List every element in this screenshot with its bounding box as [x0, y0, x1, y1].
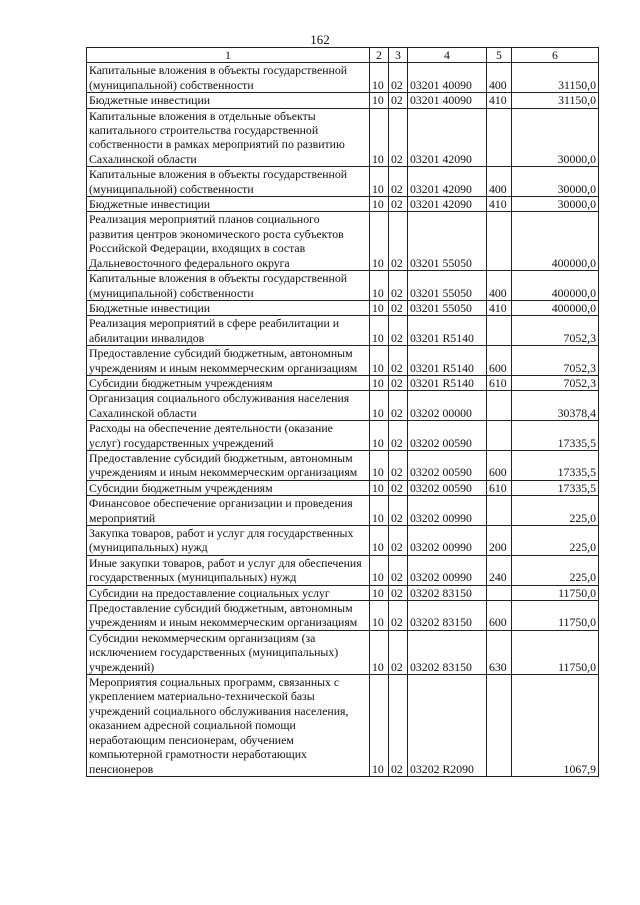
row-amount: 225,0: [512, 555, 599, 585]
table-row: [87, 555, 599, 585]
row-amount: 400000,0: [512, 212, 599, 271]
row-expense-type: 200: [487, 526, 512, 556]
row-expense-type: [487, 212, 512, 271]
row-section: 10: [370, 675, 389, 777]
row-target-code: 03201 R5140: [408, 375, 487, 390]
row-section: 10: [370, 346, 389, 376]
row-name: Расходы на обеспечение деятельности (оказание услуг) государственных учреждений: [87, 421, 370, 451]
row-subsection: 02: [389, 300, 408, 315]
row-amount: 11750,0: [512, 630, 599, 674]
header-col-5: 5: [487, 48, 512, 63]
row-expense-type: 600: [487, 601, 512, 631]
row-section: 10: [370, 316, 389, 346]
row-name: Капитальные вложения в объекты государственной (муниципальной) собственности: [87, 63, 370, 93]
row-name: Предоставление субсидий бюджетным, автономным учреждениям и иным некоммерческим организациям: [87, 450, 370, 480]
row-target-code: 03201 R5140: [408, 346, 487, 376]
row-expense-type: [487, 421, 512, 451]
row-amount: 225,0: [512, 526, 599, 556]
header-col-3: 3: [389, 48, 408, 63]
row-amount: 400000,0: [512, 271, 599, 301]
row-amount: 7052,3: [512, 375, 599, 390]
row-subsection: 02: [389, 167, 408, 197]
row-section: 10: [370, 197, 389, 212]
row-expense-type: 610: [487, 375, 512, 390]
row-subsection: 02: [389, 601, 408, 631]
table-row: [87, 480, 599, 495]
row-subsection: 02: [389, 526, 408, 556]
row-target-code: 03202 00590: [408, 421, 487, 451]
table-row: [87, 316, 599, 346]
row-target-code: 03202 00990: [408, 496, 487, 526]
row-amount: 7052,3: [512, 346, 599, 376]
header-col-6: 6: [512, 48, 599, 63]
row-name: Субсидии некоммерческим организациям (за исключением государственных (муниципальных) учреждений): [87, 630, 370, 674]
row-subsection: 02: [389, 316, 408, 346]
row-name: Капитальные вложения в объекты государственной (муниципальной) собственности: [87, 271, 370, 301]
header-col-1: 1: [87, 48, 370, 63]
row-section: 10: [370, 271, 389, 301]
row-name: Капитальные вложения в отдельные объекты капитального строительства государственной собственности в рамках мероприятий по развитию Сахалинской области: [87, 108, 370, 167]
row-section: 10: [370, 496, 389, 526]
row-section: 10: [370, 601, 389, 631]
row-section: 10: [370, 421, 389, 451]
table-row: [87, 300, 599, 315]
row-target-code: 03201 42090: [408, 167, 487, 197]
row-subsection: 02: [389, 271, 408, 301]
row-name: Субсидии бюджетным учреждениям: [87, 480, 370, 495]
row-subsection: 02: [389, 346, 408, 376]
row-expense-type: [487, 391, 512, 421]
row-subsection: 02: [389, 421, 408, 451]
row-section: 10: [370, 526, 389, 556]
page-number: 162: [310, 32, 330, 47]
row-section: 10: [370, 391, 389, 421]
table-row: [87, 630, 599, 674]
table-header: [87, 48, 599, 63]
row-target-code: 03202 83150: [408, 630, 487, 674]
row-target-code: 03202 00590: [408, 480, 487, 495]
budget-table: [86, 47, 599, 777]
row-section: 10: [370, 167, 389, 197]
row-amount: 30000,0: [512, 108, 599, 167]
row-section: 10: [370, 630, 389, 674]
row-name: Субсидии на предоставление социальных услуг: [87, 585, 370, 600]
row-name: Закупка товаров, работ и услуг для государственных (муниципальных) нужд: [87, 526, 370, 556]
row-amount: 7052,3: [512, 316, 599, 346]
row-amount: 30378,4: [512, 391, 599, 421]
row-subsection: 02: [389, 496, 408, 526]
row-amount: 30000,0: [512, 197, 599, 212]
row-expense-type: 400: [487, 271, 512, 301]
row-expense-type: [487, 585, 512, 600]
header-row: [87, 48, 599, 63]
row-subsection: 02: [389, 197, 408, 212]
row-section: 10: [370, 108, 389, 167]
row-name: Бюджетные инвестиции: [87, 93, 370, 108]
table-row: [87, 601, 599, 631]
table-row: [87, 63, 599, 93]
row-expense-type: 600: [487, 450, 512, 480]
table-row: [87, 346, 599, 376]
row-section: 10: [370, 212, 389, 271]
row-subsection: 02: [389, 93, 408, 108]
row-target-code: 03201 55050: [408, 271, 487, 301]
table-row: [87, 675, 599, 777]
row-amount: 11750,0: [512, 585, 599, 600]
row-expense-type: 410: [487, 197, 512, 212]
table-row: [87, 108, 599, 167]
row-amount: 400000,0: [512, 300, 599, 315]
table-row: [87, 526, 599, 556]
row-name: Финансовое обеспечение организации и проведения мероприятий: [87, 496, 370, 526]
header-col-4: 4: [408, 48, 487, 63]
row-section: 10: [370, 585, 389, 600]
row-amount: 31150,0: [512, 93, 599, 108]
row-expense-type: 600: [487, 346, 512, 376]
row-amount: 11750,0: [512, 601, 599, 631]
row-subsection: 02: [389, 480, 408, 495]
row-subsection: 02: [389, 450, 408, 480]
row-target-code: 03202 83150: [408, 601, 487, 631]
row-target-code: 03202 R2090: [408, 675, 487, 777]
row-expense-type: [487, 108, 512, 167]
row-expense-type: 630: [487, 630, 512, 674]
row-amount: 30000,0: [512, 167, 599, 197]
row-name: Мероприятия социальных программ, связанных с укреплением материально-технической базы учреждений социального обслуживания населения, оказанием адресной социальной помощи неработающим пенсионерам, обучением компьютерной грамотности неработающих пенсионеров: [87, 675, 370, 777]
table-row: [87, 421, 599, 451]
row-subsection: 02: [389, 63, 408, 93]
row-amount: 17335,5: [512, 450, 599, 480]
row-name: Капитальные вложения в объекты государственной (муниципальной) собственности: [87, 167, 370, 197]
row-expense-type: 240: [487, 555, 512, 585]
row-name: Организация социального обслуживания населения Сахалинской области: [87, 391, 370, 421]
row-name: Бюджетные инвестиции: [87, 197, 370, 212]
row-expense-type: 410: [487, 93, 512, 108]
row-expense-type: 400: [487, 63, 512, 93]
row-section: 10: [370, 555, 389, 585]
row-subsection: 02: [389, 212, 408, 271]
row-subsection: 02: [389, 675, 408, 777]
row-target-code: 03202 00590: [408, 450, 487, 480]
row-section: 10: [370, 480, 389, 495]
row-target-code: 03201 55050: [408, 300, 487, 315]
row-amount: 17335,5: [512, 421, 599, 451]
row-amount: 31150,0: [512, 63, 599, 93]
row-expense-type: 400: [487, 167, 512, 197]
table-row: [87, 450, 599, 480]
row-name: Предоставление субсидий бюджетным, автономным учреждениям и иным некоммерческим организациям: [87, 601, 370, 631]
row-target-code: 03201 40090: [408, 63, 487, 93]
row-name: Бюджетные инвестиции: [87, 300, 370, 315]
row-amount: 1067,9: [512, 675, 599, 777]
table-row: [87, 197, 599, 212]
row-name: Субсидии бюджетным учреждениям: [87, 375, 370, 390]
row-target-code: 03202 00000: [408, 391, 487, 421]
row-amount: 225,0: [512, 496, 599, 526]
table-row: [87, 391, 599, 421]
table-row: [87, 212, 599, 271]
row-target-code: 03202 00990: [408, 555, 487, 585]
header-col-2: 2: [370, 48, 389, 63]
row-subsection: 02: [389, 391, 408, 421]
table-row: [87, 496, 599, 526]
row-subsection: 02: [389, 375, 408, 390]
row-name: Иные закупки товаров, работ и услуг для обеспечения государственных (муниципальных) нужд: [87, 555, 370, 585]
row-target-code: 03201 42090: [408, 197, 487, 212]
row-section: 10: [370, 63, 389, 93]
table-row: [87, 167, 599, 197]
table-row: [87, 271, 599, 301]
table-row: [87, 375, 599, 390]
row-subsection: 02: [389, 585, 408, 600]
row-section: 10: [370, 93, 389, 108]
row-subsection: 02: [389, 630, 408, 674]
row-target-code: 03201 42090: [408, 108, 487, 167]
row-target-code: 03201 55050: [408, 212, 487, 271]
row-subsection: 02: [389, 555, 408, 585]
row-name: Реализация мероприятий планов социального развития центров экономического роста субъектов Российской Федерации, входящих в состав Дальневосточного федерального округа: [87, 212, 370, 271]
row-section: 10: [370, 300, 389, 315]
table-body: [87, 63, 599, 777]
row-expense-type: [487, 675, 512, 777]
row-target-code: 03201 40090: [408, 93, 487, 108]
row-expense-type: [487, 316, 512, 346]
row-section: 10: [370, 450, 389, 480]
row-name: Предоставление субсидий бюджетным, автономным учреждениям и иным некоммерческим организациям: [87, 346, 370, 376]
row-target-code: 03202 00990: [408, 526, 487, 556]
row-amount: 17335,5: [512, 480, 599, 495]
row-expense-type: 410: [487, 300, 512, 315]
table-row: [87, 93, 599, 108]
row-expense-type: [487, 496, 512, 526]
table-row: [87, 585, 599, 600]
row-target-code: 03201 R5140: [408, 316, 487, 346]
row-section: 10: [370, 375, 389, 390]
row-expense-type: 610: [487, 480, 512, 495]
row-subsection: 02: [389, 108, 408, 167]
row-name: Реализация мероприятий в сфере реабилитации и абилитации инвалидов: [87, 316, 370, 346]
row-target-code: 03202 83150: [408, 585, 487, 600]
